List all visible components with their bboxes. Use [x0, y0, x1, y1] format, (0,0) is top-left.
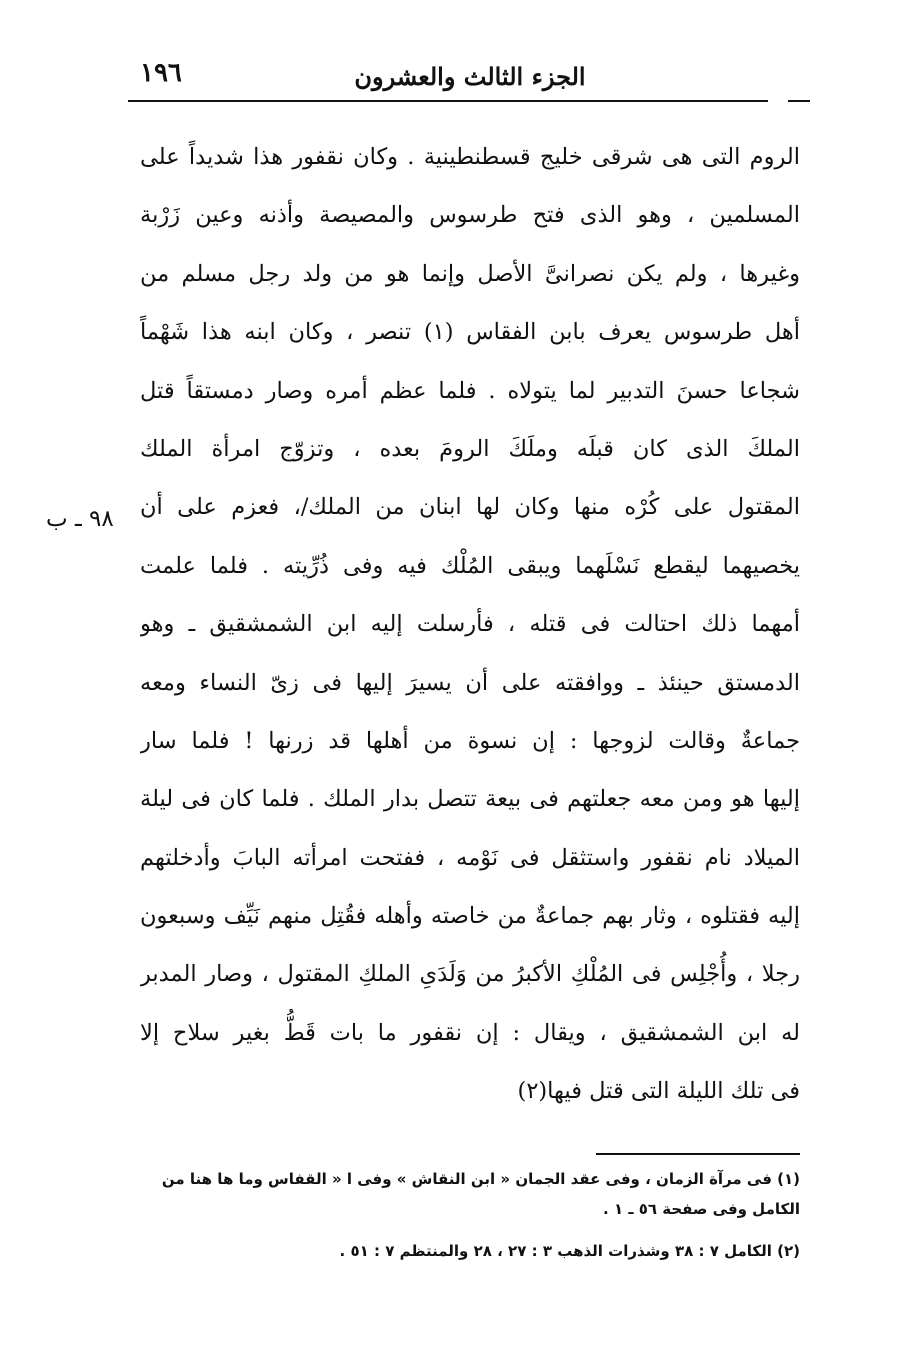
- footnote-2: (٢) الكامل ٧ : ٣٨ وشذرات الذهب ٣ : ٢٧ ، ٢٨ والمنتظم ٧ : ٥١ .: [339, 1242, 800, 1260]
- text-line: وغيرها ، ولم يكن نصرانىَّ الأصل وإنما هو من ولد رجل مسلم من: [140, 260, 800, 287]
- text-line: المقتول على كُرْه منها وكان لها ابنان من الملك/، فعزم على أن: [140, 494, 800, 521]
- page-number: ١٩٦: [140, 58, 182, 88]
- text-line: المسلمين ، وهو الذى فتح طرسوس والمصيصة وأذنه وعين زَرْبة: [140, 202, 800, 229]
- header-rule: [128, 100, 768, 102]
- text-line: أهل طرسوس يعرف بابن الفقاس (١) تنصر ، وكان ابنه هذا شَهْماً: [140, 319, 800, 346]
- footnote-rule: [596, 1153, 800, 1155]
- running-title: الجزء الثالث والعشرون: [354, 62, 586, 91]
- text-line: رجلا ، وأُجْلِس فى المُلْكِ الأكبرُ من وَلَدَىِ الملكِ المقتول ، وصار المدبر: [140, 961, 800, 988]
- text-line: يخصيهما ليقطع نَسْلَهما ويبقى المُلْك فيه وفى ذُرِّيته . فلما علمت: [140, 552, 800, 579]
- footnotes: [140, 1164, 800, 1266]
- text-line: الملكَ الذى كان قبلَه وملَكَ الرومَ بعده ، وتزوّج امرأة الملك: [140, 435, 800, 462]
- text-line: الدمستق حينئذ ـ ووافقته على أن يسيرَ إليها فى زىّ النساء ومعه: [140, 669, 800, 696]
- body-text: [140, 128, 800, 1121]
- header-rule-short: [788, 100, 810, 102]
- page-header: [120, 58, 810, 98]
- text-line: شجاعا حسنَ التدبير لما يتولاه . فلما عظم أمره وصار دمستقاً قتل: [140, 377, 800, 404]
- text-line: جماعةٌ وقالت لزوجها : إن نسوة من أهلها قد زرنها ! فلما سار: [140, 727, 800, 754]
- margin-note: ٩٨ ـ ب: [46, 506, 114, 532]
- text-line: أمهما ذلك احتالت فى قتله ، فأرسلت إليه ابن الشمشقيق ـ وهو: [140, 611, 800, 638]
- text-line: الروم التى هى شرقى خليج قسطنطينية . وكان نقفور هذا شديداً على: [140, 144, 800, 170]
- text-line: إليها هو ومن معه جعلتهم فى بيعة تتصل بدار الملك . فلما كان فى ليلة: [140, 786, 800, 813]
- text-line: إليه فقتلوه ، وثار بهم جماعةٌ من خاصته وأهله فقُتِل منهم نَيِّف وسبعون: [140, 903, 800, 930]
- footnote-1: (١) فى مرآة الزمان ، وفى عقد الجمان « ابن النقاش » وفى ا « القفاس وما ها هنا من الكامل وفى صفحة ٥٦ ـ ١ .: [161, 1170, 800, 1218]
- text-line: الميلاد نام نقفور واستثقل فى نَوْمه ، ففتحت امرأته البابَ وأدخلتهم: [140, 844, 800, 871]
- text-line: فى تلك الليلة التى قتل فيها(٢): [517, 1078, 800, 1105]
- text-line: له ابن الشمشقيق ، ويقال : إن نقفور ما بات قَطُّ بغير سلاح إلا: [140, 1019, 800, 1046]
